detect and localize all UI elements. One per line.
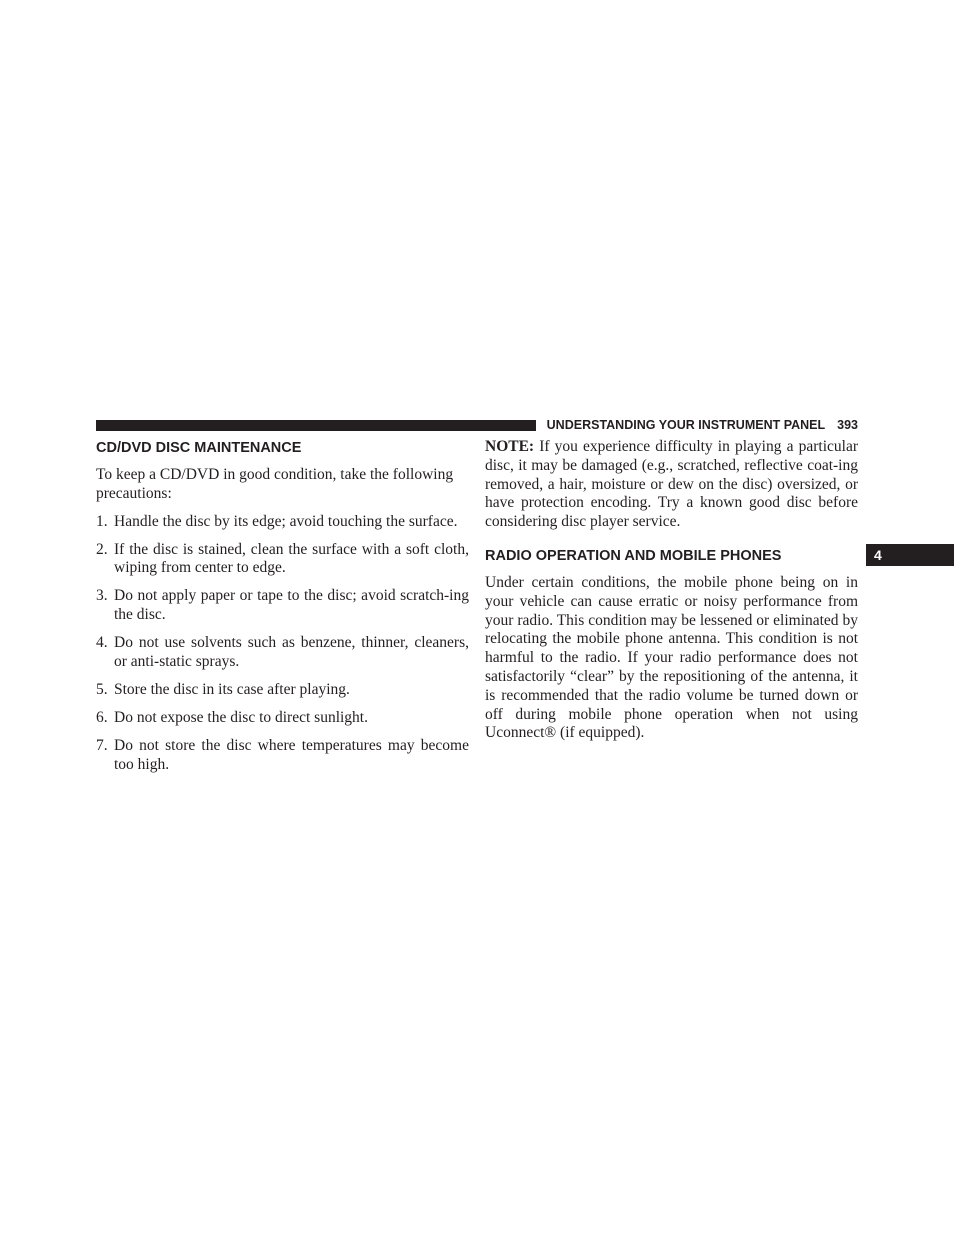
- maintenance-intro: To keep a CD/DVD in good condition, take the following precautions:: [96, 466, 454, 502]
- note-label: NOTE:: [485, 438, 535, 455]
- list-item: [96, 681, 469, 700]
- list-number: 4.: [96, 634, 108, 652]
- cd-dvd-maintenance-heading: CD/DVD DISC MAINTENANCE: [96, 440, 302, 456]
- list-item: [96, 587, 469, 625]
- list-text: Do not expose the disc to direct sunlight.: [114, 708, 368, 726]
- list-text: If the disc is stained, clean the surface with a soft cloth, wiping from center to edge.: [114, 540, 469, 577]
- section-title: UNDERSTANDING YOUR INSTRUMENT PANEL: [546, 418, 826, 432]
- list-text: Do not use solvents such as benzene, thinner, cleaners, or anti-static sprays.: [114, 634, 469, 670]
- left-column: [96, 437, 469, 784]
- disc-note: [485, 438, 858, 532]
- list-text: Do not apply paper or tape to the disc; avoid scratch-ing the disc.: [114, 587, 469, 624]
- list-item: [96, 709, 469, 728]
- list-number: 1.: [96, 512, 108, 530]
- right-column: [485, 438, 858, 743]
- precautions-list: [96, 513, 469, 775]
- radio-mobile-paragraph: Under certain conditions, the mobile phone being on in your vehicle can cause erratic or noisy performance from your radio. This condition may be lessened or eliminated by relocating the mobile phone antenna. This condition is not harmful to the radio. If your radio performance does not satisfactorily “clear” by the repositioning of the antenna, it is recommended that the radio volume be turned down or off during mobile phone operation when not using Uconnect® (if equipped).: [485, 573, 858, 742]
- header-rule: [96, 420, 536, 431]
- list-text: Handle the disc by its edge; avoid touching the surface.: [114, 512, 458, 530]
- radio-mobile-heading: RADIO OPERATION AND MOBILE PHONES: [485, 547, 782, 564]
- chapter-tab: 4: [866, 544, 954, 566]
- list-item: [96, 541, 469, 579]
- list-text: Store the disc in its case after playing.: [114, 680, 350, 698]
- running-header: [546, 417, 858, 433]
- page-number: 393: [837, 418, 858, 432]
- list-number: 5.: [96, 680, 108, 698]
- list-number: 7.: [96, 736, 108, 754]
- list-item: [96, 737, 469, 775]
- list-text: Do not store the disc where temperatures may become too high.: [114, 736, 469, 773]
- list-item: [96, 513, 469, 532]
- list-number: 6.: [96, 708, 108, 726]
- list-number: 2.: [96, 540, 108, 558]
- list-item: [96, 634, 469, 672]
- list-number: 3.: [96, 587, 108, 605]
- note-text: If you experience difficulty in playing a particular disc, it may be damaged (e.g., scratched, reflective coat-ing removed, a hair, moisture or dew on the disc) oversized, or have protection encoding. Try a known good disc before considering disc player service.: [485, 438, 858, 531]
